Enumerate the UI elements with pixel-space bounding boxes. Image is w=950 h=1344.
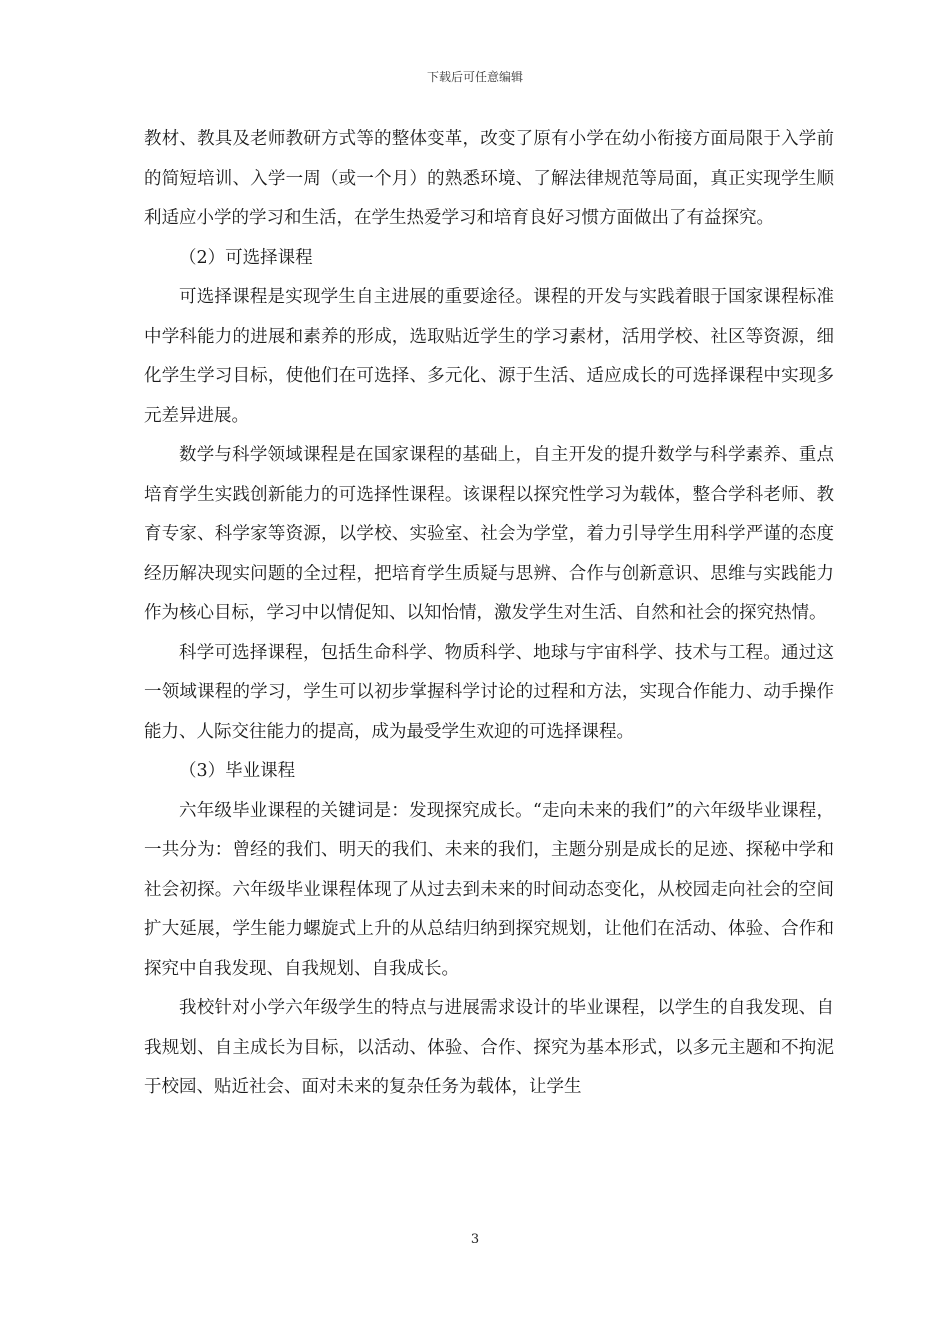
page-number: 3 [470,1232,480,1247]
paragraph-graduation-design: 我校针对小学六年级学生的特点与进展需求设计的毕业课程，以学生的自我发现、自我规划、自主成长为目标，以活动、体验、合作、探究为基本形式，以多元主题和不拘泥于校园、贴近社会、面对未来的复杂任务为载体，让学生 [144,998,834,1097]
page-header: 下载后可任意编辑 [426,70,523,84]
paragraph-elective-intro: 可选择课程是实现学生自主进展的重要途径。课程的开发与实践着眼于国家课程标准中学科能力的进展和素养的形成，选取贴近学生的学习素材，活用学校、社区等资源，细化学生学习目标，使他们在可选择、多元化、源于生活、适应成长的可选择课程中实现多元差异进展。 [144,287,834,426]
paragraph-graduation-keywords: 六年级毕业课程的关键词是：发现探究成长。“走向未来的我们”的六年级毕业课程，一共分为：曾经的我们、明天的我们、未来的我们，主题分别是成长的足迹、探秘中学和社会初探。六年级毕业课程体现了从过去到未来的时间动态变化，从校园走向社会的空间扩大延展，学生能力螺旋式上升的从总结归纳到探究规划，让他们在活动、体验、合作和探究中自我发现、自我规划、自我成长。 [144,800,834,979]
paragraph-continued: 教材、教具及老师教研方式等的整体变革，改变了原有小学在幼小衔接方面局限于入学前的简短培训、入学一周（或一个月）的熟悉环境、了解法律规范等局面，真正实现学生顺利适应小学的学习和生活，在学生热爱学习和培育良好习惯方面做出了有益探究。 [144,129,834,228]
section-heading-graduation: （3）毕业课程 [179,761,296,781]
paragraph-math-science: 数学与科学领域课程是在国家课程的基础上，自主开发的提升数学与科学素养、重点培育学生实践创新能力的可选择性课程。该课程以探究性学习为载体，整合学科老师、教育专家、科学家等资源，以学校、实验室、社会为学堂，着力引导学生用科学严谨的态度经历解决现实问题的全过程，把培育学生质疑与思辨、合作与创新意识、思维与实践能力作为核心目标，学习中以情促知、以知怡情，激发学生对生活、自然和社会的探究热情。 [144,445,834,623]
paragraph-science-elective: 科学可选择课程，包括生命科学、物质科学、地球与宇宙科学、技术与工程。通过这一领域课程的学习，学生可以初步掌握科学讨论的过程和方法，实现合作能力、动手操作能力、人际交往能力的提高，成为最受学生欢迎的可选择课程。 [144,642,834,742]
document-body [144,120,834,1108]
section-heading-elective: （2）可选择课程 [179,247,313,268]
